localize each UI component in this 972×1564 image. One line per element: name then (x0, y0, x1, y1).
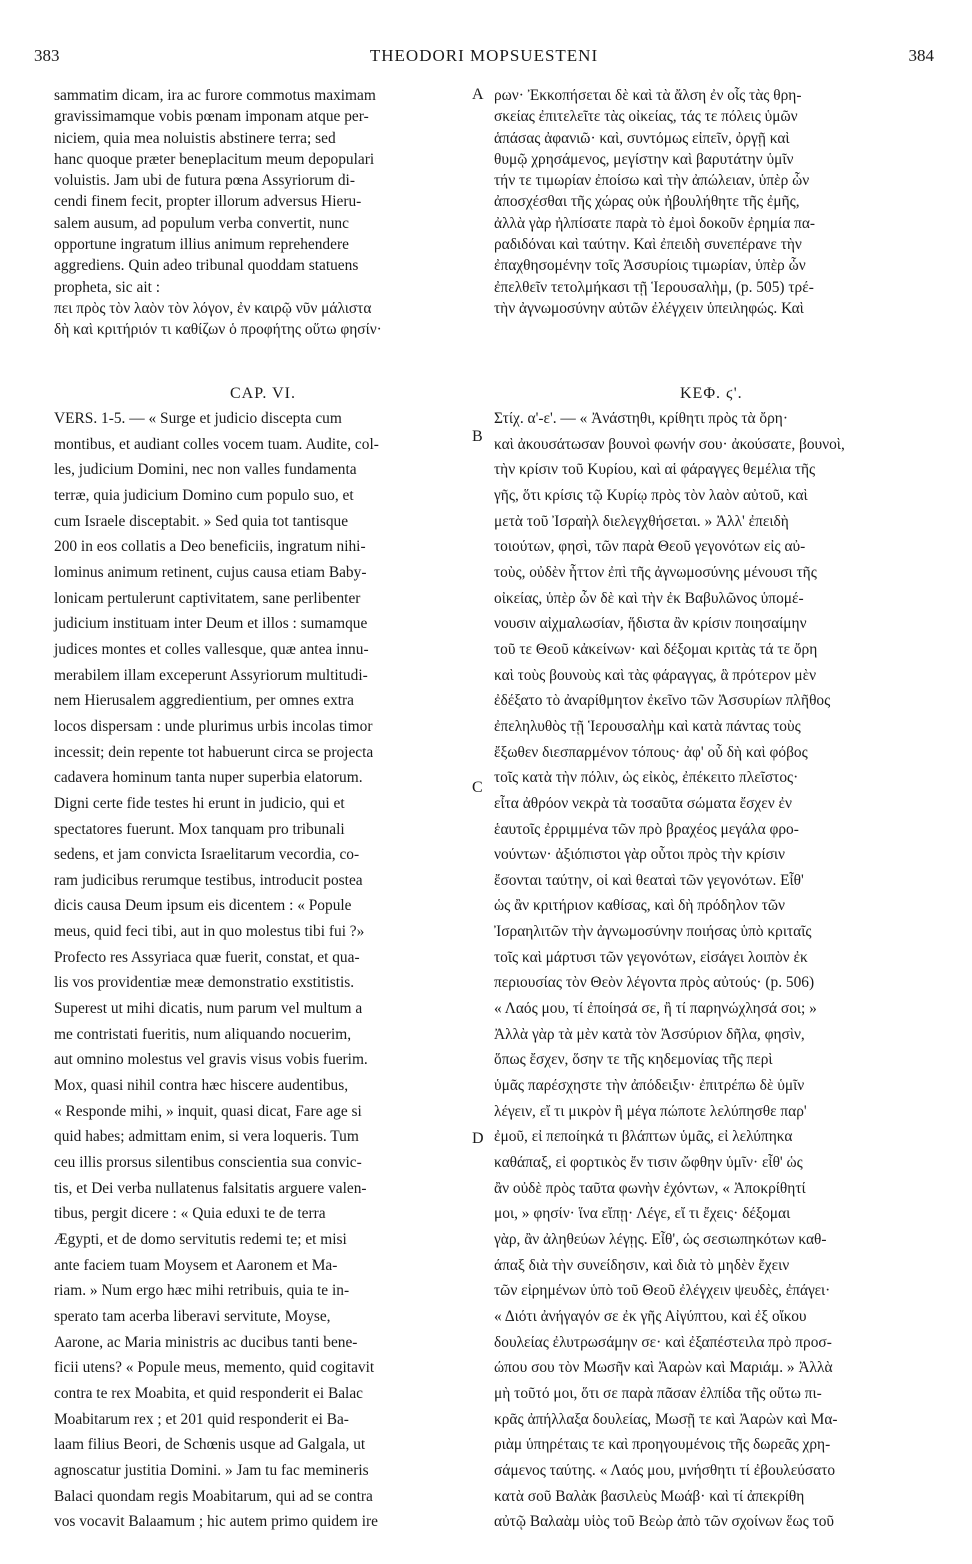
greek-text-line: ρων· Ἐκκοπήσεται δὲ καὶ τὰ ἄλση ἐν οἷς τὰς θρη- (494, 87, 802, 104)
latin-text-line: spectatores fuerunt. Mox tanquam pro tribunali (54, 820, 345, 838)
greek-text-line: ἀλλὰ γὰρ ἠλπίσατε παρὰ τὸ ἐμοὶ δοκοῦν ἐρημία πα- (494, 214, 816, 232)
greek-text-line: οἰκείας, ὑπὲρ ὧν δὲ καὶ τὴν ἐκ Βαβυλῶνος ὑπομέ- (494, 589, 804, 607)
latin-text-line: aut omnino molestus vel gravis visus vobis fuerim. (54, 1051, 368, 1069)
greek-text-line: ἁπάσας ἀφανιῶ· καὶ, συντόμως εἰπεῖν, ὀργῇ καὶ (494, 129, 790, 147)
greek-text-line: νουσιν αἰχμαλωσίαν, ἥδιστα ἂν κρίσιν ποιησαίμην (494, 615, 807, 633)
latin-text-line: lominus animum retinent, cujus causa etiam Baby- (54, 563, 367, 581)
latin-text-line: nem Hierusalem aggredientium, per omnes extra (54, 692, 355, 710)
latin-column-top (54, 85, 468, 340)
latin-text-line: cadavera hominum tanta nuper superbia elatorum. (54, 769, 363, 787)
latin-text-line: ram judicibus rerumque testibus, introducit postea (54, 871, 363, 889)
chapter-heading-latin: CAP. VI. (230, 385, 296, 402)
latin-text-line: terræ, quia judicium Domino cum populo suo, et (54, 486, 354, 504)
latin-column-body (54, 406, 468, 1535)
greek-text-line: τῶν εἰρημένων ὑπὸ τοῦ Θεοῦ ἐλέγχειν ψευδὲς, ἐπάγει· (494, 1282, 831, 1300)
latin-text-line: πει πρὸς τὸν λαὸν τὸν λόγον, ἐν καιρῷ νῦν μάλιστα (54, 299, 372, 317)
greek-text-line: αὐτῷ Βαλαὰμ υἱὸς τοῦ Βεὼρ ἀπὸ τῶν σχοίνων ἕως τοῦ (494, 1513, 835, 1531)
latin-text-line: judicium instituam inter Deum et illos : sumamque (54, 615, 368, 633)
latin-text-line: Mox, quasi nihil contra hæc hiscere audentibus, (54, 1077, 349, 1095)
greek-text-line: ἐδέξατο τὸ ἀναρίθμητον ἐκεῖνο τῶν Ἀσσυρίων πλῆθος (494, 692, 831, 710)
greek-text-line: καὶ τοὺς βουνοὺς καὶ τὰς φάραγγας, ἃ πρότερον μὲν (494, 666, 817, 684)
page-number-right: 384 (908, 46, 934, 65)
greek-text-line: μὴ τοῦτό μοι, ὅτι σε παρὰ πᾶσαν ἐλπίδα τῆς οὕτω πι- (494, 1384, 822, 1402)
latin-text-line: tis, et Dei verba nullatenus falsitatis arguere valen- (54, 1179, 367, 1197)
latin-text-line: dicis causa Deum ipsum eis dicentem : « Popule (54, 897, 352, 915)
latin-text-line: aggrediens. Quin adeo tribunal quoddam statuens (54, 257, 359, 275)
greek-text-line: τοῖς καὶ μάρτυσι τῶν γεγονότων, εἰσάγει λοιπὸν ἐκ (494, 948, 808, 966)
latin-text-line: voluistis. Jam ubi de futura pœna Assyriorum di- (54, 172, 355, 190)
latin-text-line: cendi finem fecit, propter illorum adversus Hieru- (54, 193, 362, 211)
greek-column-body (494, 406, 914, 1535)
latin-text-line: Profecto res Assyriaca quæ fuerit, constat, et qua- (54, 948, 360, 966)
greek-text-line: ὑμᾶς παρέσχηστε τὴν ἀπόδειξιν· ἐπιτρέπω δὲ ὑμῖν (494, 1077, 805, 1095)
greek-text-line: ὅπως ἔσχεν, ὅσην τε τῆς κηδεμονίας τῆς περὶ (494, 1051, 773, 1069)
latin-text-line: tibus, pergit dicere : « Quia eduxi te de terra (54, 1205, 326, 1223)
running-header (34, 46, 934, 70)
latin-text-line: lis vos providentiæ meæ demonstratio exstitistis. (54, 974, 355, 992)
latin-text-line: meus, quid feci tibi, aut in quo molestus tibi fui ?» (54, 923, 365, 941)
latin-text-line: contra te rex Moabita, et quid responderit ei Balac (54, 1384, 363, 1402)
latin-text-line: VERS. 1-5. — « Surge et judicio discepta cum (54, 410, 342, 427)
greek-text-line: περιουσίας τὸν Θεὸν λέγοντα πρὸς αὐτούς· (p. 506) (494, 974, 815, 992)
greek-text-line: δουλείας ἐλυτρωσάμην σε· καὶ ἐξαπέστειλα πρὸ προσ- (494, 1333, 832, 1351)
greek-text-line: ἀποσχέσθαι τῆς χώρας οὐκ ἠβουλήθητε τῆς ἐμῆς, (494, 193, 800, 211)
latin-text-line: sammatim dicam, ira ac furore commotus maximam (54, 87, 376, 104)
latin-text-line: Balaci quondam regis Moabitarum, qui ad se contra (54, 1487, 373, 1505)
latin-text-line: incessit; dein repente tot habuerunt circa se projecta (54, 743, 374, 761)
greek-text-line: τοῖς κατὰ τὴν πόλιν, ὡς εἰκὸς, ἐπέκειτο πλεῖστος· (494, 769, 799, 787)
latin-text-line: vos vocavit Balaamum ; hic autem primo quidem ire (54, 1513, 378, 1531)
latin-text-line: Digni certe fide testes hi erunt in judicio, qui et (54, 794, 345, 812)
greek-text-line: ριὰμ ὑπηρέταις τε καὶ προηγουμένοις τῆς δωρεᾶς χρη- (494, 1436, 831, 1454)
latin-text-line: propheta, sic ait : (54, 278, 160, 296)
margin-marker-c: C (472, 779, 483, 796)
margin-marker-b: B (472, 428, 483, 445)
latin-text-line: ficii utens? « Popule meus, memento, quid cogitavit (54, 1359, 375, 1377)
latin-text-line: gravissimamque vobis pœnam imponam atque per- (54, 108, 369, 126)
margin-marker-a: A (472, 86, 484, 103)
greek-text-line: ἐπελθεῖν τετολμήκασι τῇ Ἱερουσαλὴμ, (p. 505) τρέ- (494, 278, 814, 296)
greek-text-line: θυμῷ χρησάμενος, μεγίστην καὶ βαρυτάτην ὑμῖν (494, 150, 794, 168)
chapter-heading-greek: ΚΕΦ. ϛ'. (680, 385, 743, 402)
latin-text-line: merabilem illam exceperunt Assyriorum multitudi- (54, 666, 368, 684)
latin-text-line: me contristati fueritis, num aliquando nocuerim, (54, 1025, 352, 1043)
greek-text-line: μοι, » φησίν· ἵνα εἴπῃ· Λέγε, εἴ τι ἔχεις· δέξομαι (494, 1205, 791, 1223)
latin-text-line: Ægypti, et de domo servitutis redemi te; et misi (54, 1231, 347, 1248)
latin-text-line: Aarone, ac Maria ministris ac ducibus tanti bene- (54, 1333, 358, 1351)
latin-text-line: ante faciem tuam Moysem et Aaronem et Ma- (54, 1256, 338, 1274)
latin-text-line: sperato tam acerba liberavi servitute, Moyse, (54, 1307, 331, 1325)
greek-text-line: σάμενος ταύτης. « Λαός μου, μνήσθητι τί ἐβουλεύσατο (494, 1461, 836, 1479)
greek-text-line: « Λαός μου, τί ἐποίησά σε, ἢ τί παρηνώχλησά σοι; » (494, 1000, 817, 1018)
latin-text-line: salem ausum, ad populum verba convertit, nunc (54, 214, 349, 232)
latin-text-line: Superest ut mihi dicatis, num parum vel multum a (54, 1000, 363, 1018)
latin-text-line: les, judicium Domini, nec non valles fundamenta (54, 461, 357, 479)
greek-text-line: κρᾶς ἀπήλλαξα δουλείας, Μωσῇ τε καὶ Ἀαρὼν καὶ Μα- (494, 1410, 838, 1428)
latin-text-line: lonicam pertulerunt captivitatem, sane perlibenter (54, 589, 361, 607)
greek-text-line: τὴν κρίσιν τοῦ Κυρίου, καὶ αἱ φάραγγες θεμέλια τῆς (494, 461, 816, 479)
latin-text-line: 200 in eos collatis a Deo beneficiis, ingratum nihi- (54, 538, 366, 556)
greek-text-line: ὡς ἂν κριτήριον καθίσας, καὶ δὴ πρόδηλον τῶν (494, 897, 785, 915)
page-number-left: 383 (34, 46, 60, 65)
greek-text-line: Στίχ. α'-ε'. — « Ἀνάστηθι, κρίθητι πρὸς τὰ ὄρη· (494, 410, 788, 427)
latin-text-line: cum Israele disceptabit. » Sed quia tot tantisque (54, 512, 349, 530)
latin-text-line: « Responde mihi, » inquit, quasi dicat, Fare age si (54, 1102, 362, 1120)
latin-text-line: judices montes et colles vallesque, quæ antea innu- (54, 640, 369, 658)
greek-text-line: « Διότι ἀνήγαγόν σε ἐκ γῆς Αἰγύπτου, καὶ ἐξ οἴκου (494, 1307, 807, 1325)
greek-text-line: ώπου σου τὸν Μωσῆν καὶ Ἀαρὼν καὶ Μαριάμ. » Ἀλλὰ (494, 1359, 833, 1377)
latin-text-line: laam filius Beori, de Schœnis usque ad Galgala, ut (54, 1436, 366, 1454)
greek-text-line: τὴν ἀγνωμοσύνην αὐτῶν ἐλέγχειν ὑπειληφώς. Καὶ (494, 299, 804, 317)
greek-text-line: νούντων· ἀξιόπιστοι γὰρ οὗτοι πρὸς τὴν κρίσιν (494, 846, 785, 864)
latin-text-line: riam. » Num ergo hæc mihi retribuis, quia te in- (54, 1282, 350, 1300)
greek-text-line: λέγειν, εἴ τι μικρὸν ἢ μέγα πώποτε λελύπησθε παρ' (494, 1102, 807, 1120)
latin-text-line: ceu illis prorsus silentibus conscientia sua convic- (54, 1154, 362, 1172)
greek-text-line: τοὺς, οὐδὲν ἧττον ἐπὶ τῆς ἀγνωμοσύνης μένουσι τῆς (494, 563, 817, 581)
greek-text-line: κατὰ σοῦ Βαλὰκ βασιλεὺς Μωάβ· καὶ τί ἀπεκρίθη (494, 1487, 805, 1505)
greek-column-top (494, 85, 914, 319)
greek-text-line: τοῦ τε Θεοῦ κἀκείνων· καὶ δέξομαι κριτὰς τά τε ὄρη (494, 640, 818, 658)
latin-text-line: niciem, quia mea noluistis abstinere terra; sed (54, 129, 336, 147)
greek-text-line: ραδιδόναι καὶ ταύτην. Καὶ ἐπειδὴ συνεπέρανε τὴν (494, 235, 802, 253)
greek-text-line: τοιούτων, φησὶ, τῶν παρὰ Θεοῦ γεγονότων εἰς αὐ- (494, 538, 806, 556)
greek-text-line: ἐπεληλυθὸς τῇ Ἱερουσαλὴμ καὶ κατὰ πάντας τοὺς (494, 717, 801, 735)
latin-text-line: Moabitarum rex ; et 201 quid responderit ei Ba- (54, 1410, 349, 1428)
page-title: THEODORI MOPSUESTENI (369, 46, 599, 65)
latin-text-line: quid habes; admittam enim, si vera loqueris. Tum (54, 1128, 359, 1146)
greek-text-line: τήν τε τιμωρίαν ἐποίσω καὶ τὴν ἀπώλειαν, ὑπὲρ ὧν (494, 172, 810, 190)
latin-text-line: montibus, et audiant colles vocem tuam. Audite, col- (54, 435, 379, 453)
greek-text-line: ἔξωθεν διεσπαρμένον τόπους· ἀφ' οὗ δὴ καὶ φόβος (494, 743, 808, 761)
greek-text-line: ἐμοῦ, εἰ πεποίηκά τι βλάπτων ὑμᾶς, εἰ λελύπηκα (494, 1128, 793, 1146)
latin-text-line: agnoscatur justitia Domini. » Jam tu fac memineris (54, 1461, 369, 1479)
greek-text-line: εἶτα ἀθρόον νεκρὰ τὰ τοσαῦτα σώματα ἔσχεν ἐν (494, 794, 792, 812)
greek-text-line: άπαξ διὰ τὴν συνείδησιν, καὶ διὰ τὸ μηδὲν ἔχειν (494, 1256, 790, 1274)
latin-text-line: hanc quoque præter beneplacitum meum depopulari (54, 150, 375, 168)
greek-text-line: Ἀλλὰ γὰρ τὰ μὲν κατὰ τὸν Ἀσσύριον δῆλα, φησὶν, (494, 1025, 805, 1043)
greek-text-line: καὶ ἀκουσάτωσαν βουνοὶ φωνήν σου· ἀκούσατε, βουνοὶ, (494, 435, 845, 453)
greek-text-line: καθάπαξ, εἰ φορτικὸς ἔν τισιν ὤφθην ὑμῖν· εἶθ' ὡς (494, 1154, 803, 1172)
greek-text-line: σκείας ἐπιτελεῖτε τὰς οἰκείας, τάς τε πόλεις ὑμῶν (494, 108, 798, 126)
greek-text-line: ἑαυτοῖς ἐρριμμένα τῶν πρὸ βραχέος μεγάλα φρο- (494, 820, 799, 838)
greek-text-line: γῆς, ὅτι κρίσις τῷ Κυρίῳ πρὸς τὸν λαὸν αὐτοῦ, καὶ (494, 486, 808, 504)
latin-text-line: opportune ingratum illius animum reprehendere (54, 235, 349, 253)
greek-text-line: ἂν οὐδὲ πρὸς ταῦτα φωνὴν ἐχόντων, « Ἀποκρίθητί (494, 1179, 806, 1197)
latin-text-line: δὴ καὶ κριτήριόν τι καθίζων ὁ προφήτης οὕτω φησίν· (54, 321, 382, 339)
greek-text-line: γὰρ, ἂν ἀληθεύων λέγῃς. Εἶθ', ὡς σεσιωπηκότων καθ- (494, 1231, 827, 1248)
greek-text-line: ἐπαχθησομένην τοῖς Ἀσσυρίοις τιμωρίαν, ὑπὲρ ὧν (494, 257, 806, 275)
latin-text-line: sedens, et jam convicta Israelitarum vecordia, co- (54, 846, 360, 864)
latin-text-line: locos dispersam : unde plurimus urbis incolas timor (54, 717, 373, 735)
margin-marker-d: D (472, 1130, 484, 1147)
greek-text-line: Ἰσραηλιτῶν τὴν ἀγνωμοσύνην ποιήσας ὑπὸ κριταῖς (494, 923, 812, 941)
greek-text-line: ἔσονται ταύτην, οἱ καὶ θεαταὶ τῶν γεγονότων. Εἶθ' (494, 871, 804, 889)
greek-text-line: μετὰ τοῦ Ἰσραὴλ διελεγχθήσεται. » Ἀλλ' ἐπειδὴ (494, 512, 789, 530)
